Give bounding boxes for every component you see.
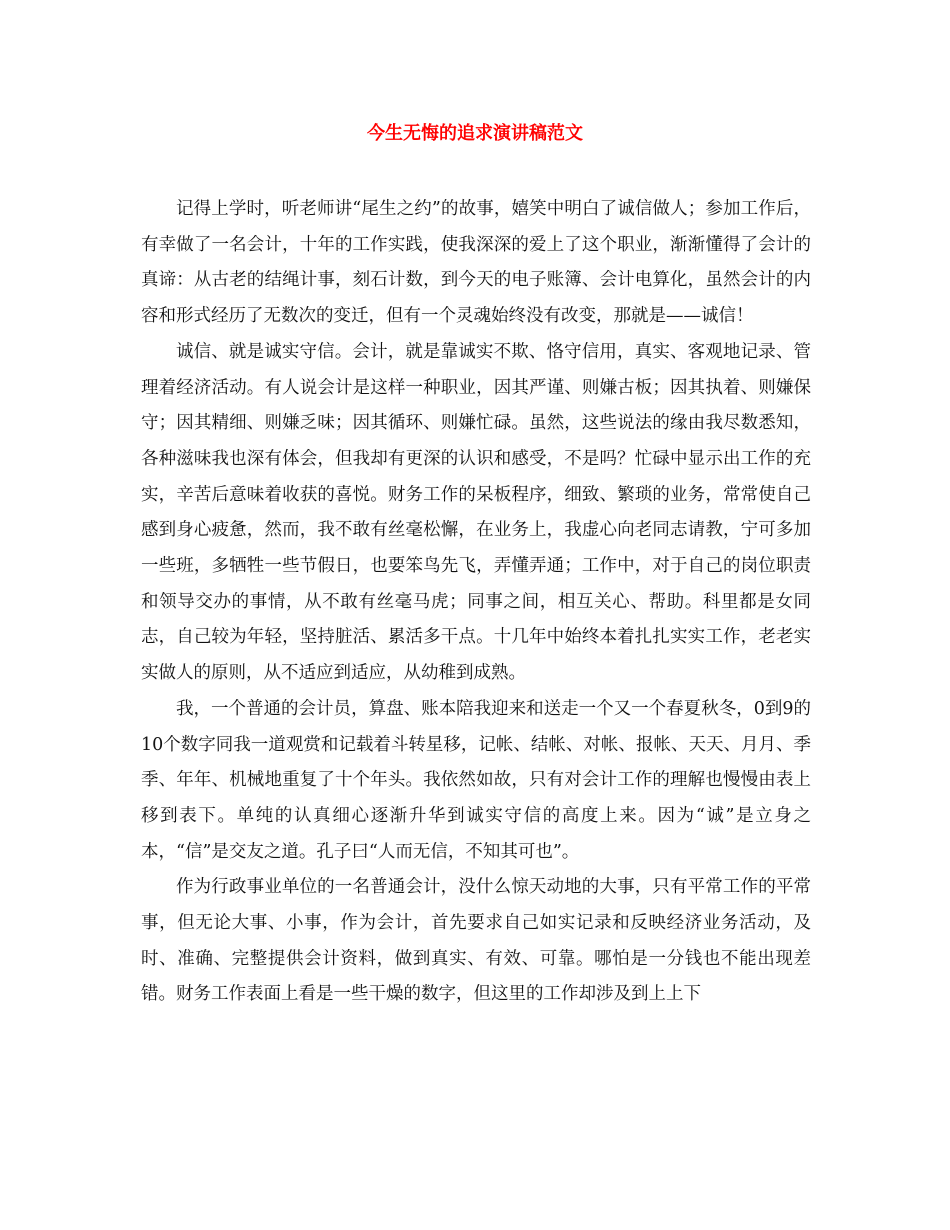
paragraph-4: 作为行政事业单位的一名普通会计，没什么惊天动地的大事，只有平常工作的平常事，但无论大事、小事，作为会计，首先要求自己如实记录和反映经济业务活动，及时、准确、完整提供会计资料，做到真实、有效、可靠。哪怕是一分钱也不能出现差错。财务工作表面上看是一些干燥的数字，但这里的工作却涉及到上上下 xyxy=(141,877,811,1005)
paragraph-3: 我，一个普通的会计员，算盘、账本陪我迎来和送走一个又一个春夏秋冬，0到9的10个数字同我一道观赏和记载着斗转星移，记帐、结帐、对帐、报帐、天天、月月、季季、年年、机械地重复了十个年头。我依然如故，只有对会计工作的理解也慢慢由表上移到表下。单纯的认真细心逐渐升华到诚实守信的高度上来。因为“诚”是立身之本，“信”是交友之道。孔子曰“人而无信，不知其可也”。 xyxy=(141,698,811,862)
document-body xyxy=(141,192,811,1013)
paragraph-1: 记得上学时，听老师讲“尾生之约”的故事，嬉笑中明白了诚信做人；参加工作后，有幸做了一名会计，十年的工作实践，使我深深的爱上了这个职业，渐渐懂得了会计的真谛：从古老的结绳计事，刻石计数，到今天的电子账簿、会计电算化，虽然会计的内容和形式经历了无数次的变迁，但有一个灵魂始终没有改变，那就是——诚信！ xyxy=(141,199,811,327)
page-title: 今生无悔的追求演讲稿范文 xyxy=(367,123,583,144)
paragraph-2: 诚信、就是诚实守信。会计，就是靠诚实不欺、恪守信用，真实、客观地记录、管理着经济活动。有人说会计是这样一种职业，因其严谨、则嫌古板；因其执着、则嫌保守；因其精细、则嫌乏味；因其循环、则嫌忙碌。虽然，这些说法的缘由我尽数悉知，各种滋味我也深有体会，但我却有更深的认识和感受，不是吗？忙碌中显示出工作的充实，辛苦后意味着收获的喜悦。财务工作的呆板程序，细致、繁琐的业务，常常使自己感到身心疲惫，然而，我不敢有丝毫松懈，在业务上，我虚心向老同志请教，宁可多加一些班，多牺牲一些节假日，也要笨鸟先飞，弄懂弄通；工作中，对于自己的岗位职责和领导交办的事情，从不敢有丝毫马虎；同事之间，相互关心、帮助。科里都是女同志，自己较为年轻，坚持脏活、累活多干点。十几年中始终本着扎扎实实工作，老老实实做人的原则，从不适应到适应，从幼稚到成熟。 xyxy=(141,341,811,684)
